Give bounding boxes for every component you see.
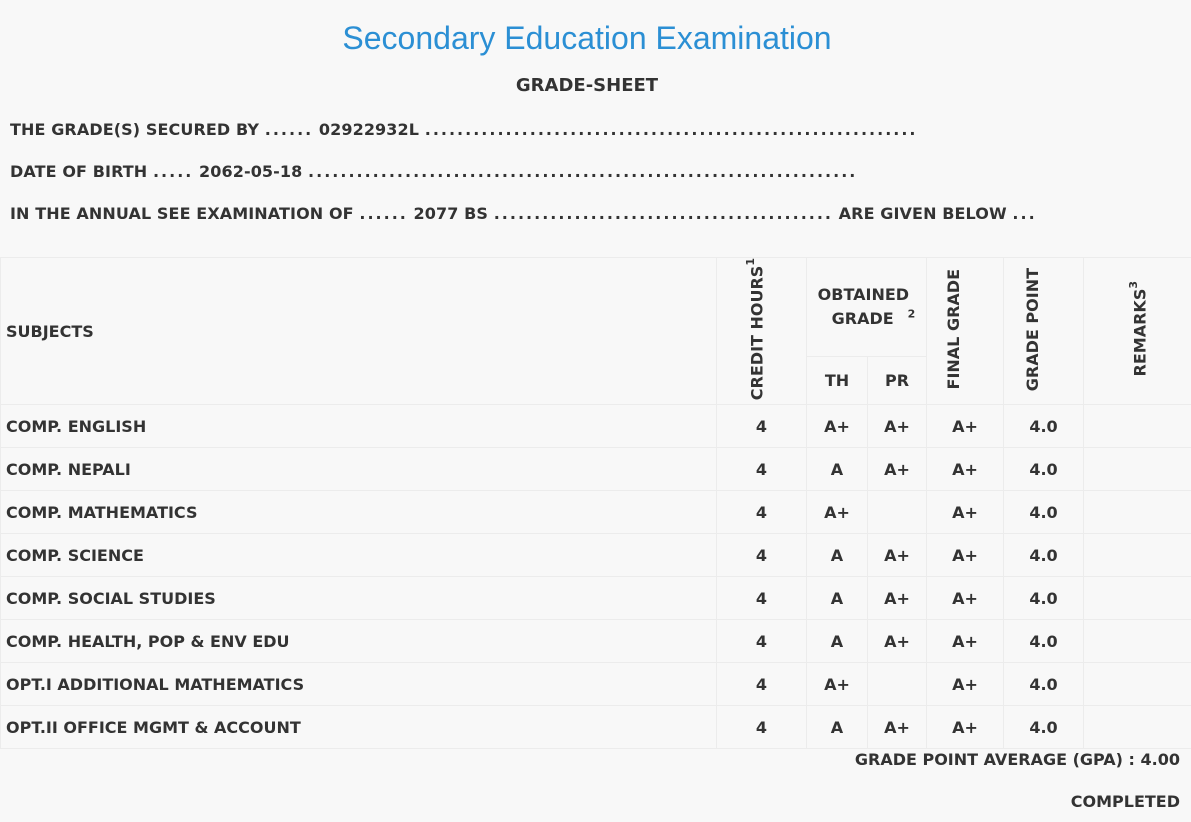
credit-cell: 4 [717, 663, 807, 706]
grade-point-cell: 4.0 [1004, 620, 1084, 663]
header-pr: PR [868, 357, 927, 405]
credit-cell: 4 [717, 491, 807, 534]
grade-sheet-heading: GRADE-SHEET [515, 75, 659, 96]
dob-label: DATE OF BIRTH [10, 162, 148, 181]
final-grade-cell: A+ [927, 620, 1004, 663]
header-subjects: SUBJECTS [1, 258, 717, 405]
header-final-grade: FINAL GRADE [927, 258, 1004, 405]
gpa-summary: GRADE POINT AVERAGE (GPA) : 4.00 [854, 750, 1180, 769]
pr-grade-cell: A+ [868, 577, 927, 620]
header-th: TH [807, 357, 868, 405]
result-status: COMPLETED [1070, 792, 1180, 811]
header-grade-point: GRADE POINT [1004, 258, 1084, 405]
subject-cell: COMP. ENGLISH [1, 405, 717, 448]
th-grade-cell: A [807, 577, 868, 620]
header-obtained-grade: OBTAINED GRADE $^2$ [807, 258, 927, 357]
final-grade-cell: A+ [927, 706, 1004, 749]
pr-grade-cell: A+ [868, 405, 927, 448]
secured-by-label: THE GRADE(S) SECURED BY [10, 120, 260, 139]
table-row [1, 405, 1191, 448]
table-row [1, 620, 1191, 663]
exam-year: 2077 BS [413, 204, 489, 223]
exam-line: IN THE ANNUAL SEE EXAMINATION OF ...... 2077 BS .......................................... ARE GIVEN BELOW ... [10, 204, 1037, 223]
th-grade-cell: A+ [807, 405, 868, 448]
final-grade-cell: A+ [927, 491, 1004, 534]
th-grade-cell: A [807, 620, 868, 663]
final-grade-cell: A+ [927, 448, 1004, 491]
subject-cell: COMP. HEALTH, POP & ENV EDU [1, 620, 717, 663]
th-grade-cell: A+ [807, 663, 868, 706]
remarks-cell [1084, 663, 1191, 706]
credit-cell: 4 [717, 706, 807, 749]
grade-table [0, 257, 1191, 749]
th-grade-cell: A [807, 448, 868, 491]
grade-point-cell: 4.0 [1004, 534, 1084, 577]
credit-cell: 4 [717, 620, 807, 663]
table-row [1, 706, 1191, 749]
page-title: Secondary Education Examination [342, 20, 832, 56]
given-below-text: ARE GIVEN BELOW [838, 204, 1007, 223]
remarks-cell [1084, 534, 1191, 577]
pr-grade-cell: A+ [868, 620, 927, 663]
credit-cell: 4 [717, 534, 807, 577]
grade-point-cell: 4.0 [1004, 405, 1084, 448]
remarks-cell [1084, 706, 1191, 749]
pr-grade-cell: A+ [868, 706, 927, 749]
remarks-cell [1084, 405, 1191, 448]
remarks-cell [1084, 491, 1191, 534]
subject-cell: COMP. MATHEMATICS [1, 491, 717, 534]
pr-grade-cell: A+ [868, 534, 927, 577]
table-row [1, 448, 1191, 491]
final-grade-cell: A+ [927, 577, 1004, 620]
credit-cell: 4 [717, 448, 807, 491]
credit-cell: 4 [717, 405, 807, 448]
credit-cell: 4 [717, 577, 807, 620]
subject-cell: OPT.II OFFICE MGMT & ACCOUNT [1, 706, 717, 749]
table-row [1, 663, 1191, 706]
secured-by-line: THE GRADE(S) SECURED BY ...... 02922932L ............................................................. [10, 120, 918, 139]
subject-cell: COMP. NEPALI [1, 448, 717, 491]
dob-line: DATE OF BIRTH ..... 2062-05-18 .................................................................... [10, 162, 858, 181]
th-grade-cell: A+ [807, 491, 868, 534]
table-row [1, 534, 1191, 577]
table-row [1, 577, 1191, 620]
grade-point-cell: 4.0 [1004, 706, 1084, 749]
final-grade-cell: A+ [927, 663, 1004, 706]
dob-value: 2062-05-18 [199, 162, 303, 181]
symbol-number: 02922932L [318, 120, 420, 139]
subject-cell: COMP. SCIENCE [1, 534, 717, 577]
subject-cell: COMP. SOCIAL STUDIES [1, 577, 717, 620]
final-grade-cell: A+ [927, 405, 1004, 448]
remarks-cell [1084, 577, 1191, 620]
header-credit-hours: CREDIT HOURS$^1$ [717, 258, 807, 405]
final-grade-cell: A+ [927, 534, 1004, 577]
th-grade-cell: A [807, 706, 868, 749]
grade-point-cell: 4.0 [1004, 491, 1084, 534]
header-remarks: REMARKS$^3$ [1084, 258, 1191, 405]
subject-cell: OPT.I ADDITIONAL MATHEMATICS [1, 663, 717, 706]
exam-label: IN THE ANNUAL SEE EXAMINATION OF [10, 204, 354, 223]
pr-grade-cell [868, 663, 927, 706]
grade-point-cell: 4.0 [1004, 663, 1084, 706]
remarks-cell [1084, 448, 1191, 491]
table-row [1, 491, 1191, 534]
th-grade-cell: A [807, 534, 868, 577]
grade-point-cell: 4.0 [1004, 577, 1084, 620]
pr-grade-cell: A+ [868, 448, 927, 491]
pr-grade-cell [868, 491, 927, 534]
grade-point-cell: 4.0 [1004, 448, 1084, 491]
remarks-cell [1084, 620, 1191, 663]
